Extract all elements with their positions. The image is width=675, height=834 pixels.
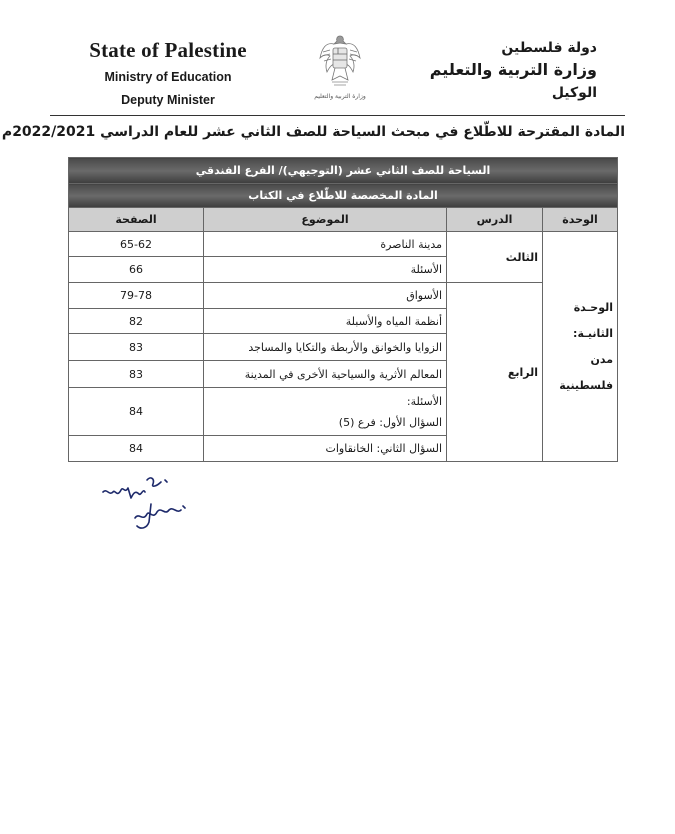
eagle-emblem: [310, 30, 370, 108]
banner-title: السياحة للصف الثاني عشر (التوجيهي)/ الفرع الفندقي: [69, 158, 618, 184]
topic-cell: [204, 388, 447, 436]
page-cell: 83: [69, 334, 204, 361]
topic-cell: مدينة الناصرة: [204, 232, 447, 257]
table-row: [69, 283, 618, 309]
eagle-icon: [318, 30, 362, 92]
page-cell: 65-62: [69, 232, 204, 257]
topic-line: الأسئلة:: [406, 394, 443, 408]
ministry-name-en: Ministry of Education: [104, 70, 232, 84]
header-unit: الوحدة: [543, 208, 618, 232]
topic-line: السؤال الأول: فرع (5): [338, 415, 443, 429]
header-arabic: [407, 40, 597, 101]
unit-cell: [543, 232, 618, 462]
document-title: المادة المقترحة للاطّلاع في مبحث السياحة للصف الثاني عشر للعام الدراسي 2022/2021م: [1, 124, 625, 140]
ministry-name-ar: وزارة التربية والتعليم: [429, 60, 597, 79]
lesson-cell: الثالث: [447, 232, 543, 283]
header-page: الصفحة: [69, 208, 204, 232]
table-row: [69, 232, 618, 257]
topic-cell: الأسئلة: [204, 257, 447, 283]
state-name-ar: دولة فلسطين: [501, 40, 597, 56]
topic-cell: السؤال الثاني: الخانقاوات: [204, 436, 447, 462]
header-english: [78, 38, 258, 107]
deputy-minister-en: Deputy Minister: [121, 93, 215, 107]
page-cell: 84: [69, 436, 204, 462]
topic-cell: الزوايا والخوانق والأربطة والتكايا والمساجد: [204, 334, 447, 361]
page-cell: 66: [69, 257, 204, 283]
header-divider: [50, 115, 625, 116]
emblem-caption: وزارة التربية والتعليم: [314, 93, 366, 100]
topic-cell: المعالم الأثرية والسياحية الأخرى في المدينة: [204, 361, 447, 388]
unit-name: الوحـدة الثانيـة:: [573, 300, 614, 340]
page-cell: 84: [69, 388, 204, 436]
lesson-cell: الرابع: [447, 283, 543, 462]
header-topic: الموضوع: [204, 208, 447, 232]
handwritten-signature: [95, 470, 205, 544]
state-name-en: State of Palestine: [89, 38, 247, 62]
unit-title: مدن فلسطينية: [559, 352, 614, 392]
header-lesson: الدرس: [447, 208, 543, 232]
page-cell: 83: [69, 361, 204, 388]
content-table: [68, 157, 618, 462]
page-cell: 82: [69, 309, 204, 334]
banner-subtitle: المادة المخصصة للاطّلاع في الكتاب: [69, 184, 618, 208]
topic-cell: أنظمة المياه والأسبلة: [204, 309, 447, 334]
topic-cell: الأسواق: [204, 283, 447, 309]
page-cell: 79-78: [69, 283, 204, 309]
deputy-minister-ar: الوكيل: [551, 85, 597, 101]
